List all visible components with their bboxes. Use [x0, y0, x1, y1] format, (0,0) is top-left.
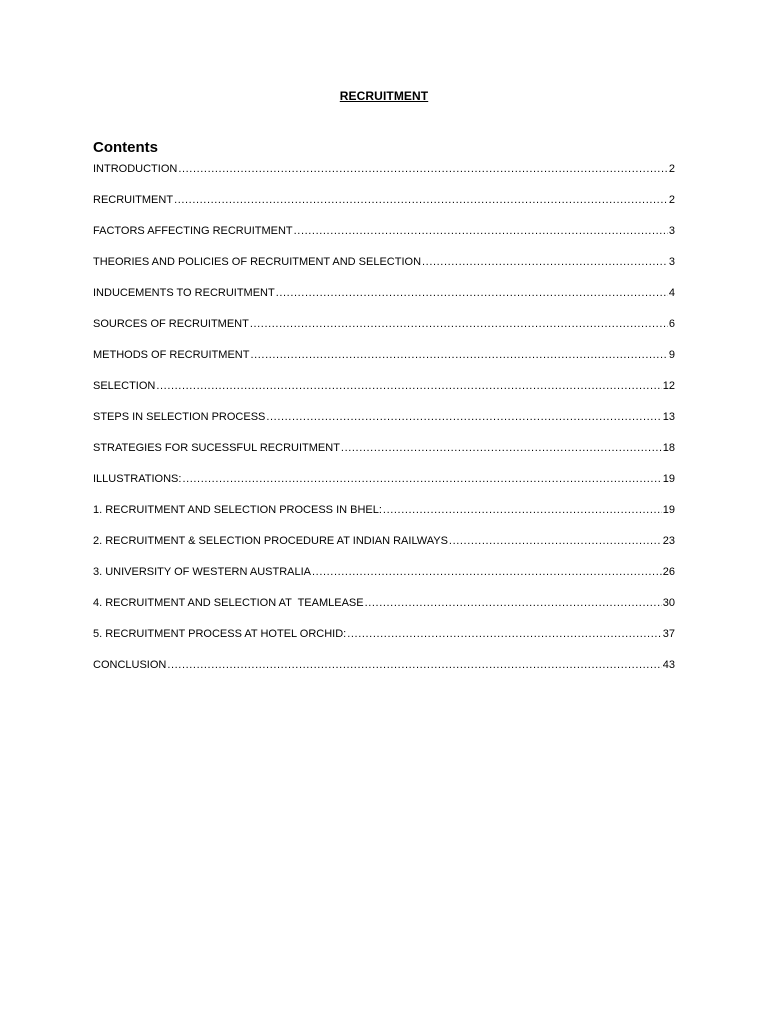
toc-dot-leader — [266, 408, 661, 427]
toc-page-number: 2 — [668, 194, 675, 206]
toc-entry-inducements[interactable] — [93, 284, 675, 303]
toc-entry-theories-and-policies[interactable] — [93, 253, 675, 272]
toc-entry-introduction[interactable] — [93, 160, 675, 179]
toc-entry-conclusion[interactable] — [93, 656, 675, 675]
toc-page-number: 19 — [662, 473, 675, 485]
toc-dot-leader — [182, 470, 661, 489]
toc-entry-label: 5. RECRUITMENT PROCESS AT HOTEL ORCHID: — [93, 628, 347, 640]
toc-dot-leader — [449, 532, 662, 551]
toc-page-number: 26 — [662, 566, 675, 578]
toc-page-number: 19 — [662, 504, 675, 516]
toc-page-number: 43 — [662, 659, 675, 671]
toc-dot-leader — [250, 315, 668, 334]
toc-entry-label: 2. RECRUITMENT & SELECTION PROCEDURE AT INDIAN RAILWAYS — [93, 535, 448, 547]
toc-entry-recruitment[interactable] — [93, 191, 675, 210]
toc-dot-leader — [312, 563, 662, 582]
toc-page-number: 30 — [662, 597, 675, 609]
contents-heading: Contents — [93, 139, 158, 156]
toc-dot-leader — [294, 222, 668, 241]
toc-entry-label: RECRUITMENT — [93, 194, 174, 206]
toc-page-number: 37 — [662, 628, 675, 640]
toc-entry-label: 4. RECRUITMENT AND SELECTION AT TEAMLEASE — [93, 597, 364, 609]
toc-page-number: 18 — [662, 442, 675, 454]
toc-entry-label: SELECTION — [93, 380, 156, 392]
toc-page-number: 9 — [668, 349, 675, 361]
toc-entry-sources[interactable] — [93, 315, 675, 334]
toc-dot-leader — [167, 656, 661, 675]
toc-entry-label: METHODS OF RECRUITMENT — [93, 349, 250, 361]
toc-entry-strategies[interactable] — [93, 439, 675, 458]
toc-entry-illustrations[interactable] — [93, 470, 675, 489]
toc-entry-label: STRATEGIES FOR SUCESSFUL RECRUITMENT — [93, 442, 340, 454]
toc-page-number: 23 — [662, 535, 675, 547]
document-title: RECRUITMENT — [339, 89, 429, 103]
toc-entry-hotel-orchid[interactable] — [93, 625, 675, 644]
toc-entry-label: INDUCEMENTS TO RECRUITMENT — [93, 287, 275, 299]
toc-page-number: 3 — [668, 256, 675, 268]
toc-dot-leader — [178, 160, 668, 179]
toc-dot-leader — [174, 191, 668, 210]
toc-entry-steps-in-selection[interactable] — [93, 408, 675, 427]
toc-page-number: 3 — [668, 225, 675, 237]
toc-entry-label: ILLUSTRATIONS: — [93, 473, 182, 485]
toc-entry-teamlease[interactable] — [93, 594, 675, 613]
toc-entry-label: THEORIES AND POLICIES OF RECRUITMENT AND SELECTION — [93, 256, 422, 268]
toc-dot-leader — [383, 501, 662, 520]
toc-page-number: 12 — [662, 380, 675, 392]
toc-page-number: 4 — [668, 287, 675, 299]
toc-page-number: 13 — [662, 411, 675, 423]
toc-dot-leader — [250, 346, 667, 365]
toc-dot-leader — [156, 377, 661, 396]
toc-dot-leader — [347, 625, 662, 644]
table-of-contents — [93, 160, 675, 687]
toc-dot-leader — [276, 284, 668, 303]
toc-entry-university-of-western-australia[interactable] — [93, 563, 675, 582]
toc-page-number: 6 — [668, 318, 675, 330]
toc-entry-factors-affecting-recruitment[interactable] — [93, 222, 675, 241]
toc-entry-label: STEPS IN SELECTION PROCESS — [93, 411, 266, 423]
toc-entry-bhel[interactable] — [93, 501, 675, 520]
toc-page-number: 2 — [668, 163, 675, 175]
toc-entry-indian-railways[interactable] — [93, 532, 675, 551]
toc-entry-label: INTRODUCTION — [93, 163, 178, 175]
toc-entry-selection[interactable] — [93, 377, 675, 396]
toc-entry-label: CONCLUSION — [93, 659, 167, 671]
toc-entry-label: 3. UNIVERSITY OF WESTERN AUSTRALIA — [93, 566, 312, 578]
toc-entry-label: 1. RECRUITMENT AND SELECTION PROCESS IN BHEL: — [93, 504, 382, 516]
toc-dot-leader — [341, 439, 662, 458]
toc-dot-leader — [365, 594, 662, 613]
toc-entry-label: SOURCES OF RECRUITMENT — [93, 318, 249, 330]
toc-dot-leader — [422, 253, 668, 272]
toc-entry-methods[interactable] — [93, 346, 675, 365]
toc-entry-label: FACTORS AFFECTING RECRUITMENT — [93, 225, 293, 237]
